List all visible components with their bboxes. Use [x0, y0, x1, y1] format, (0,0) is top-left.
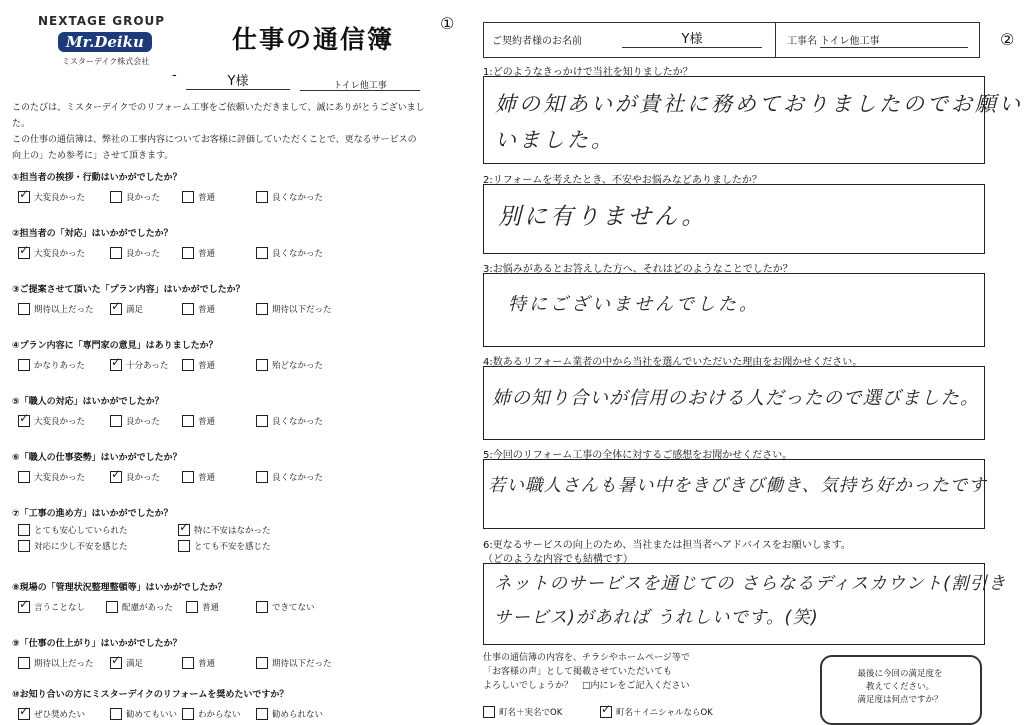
- question-4-option[interactable]: [182, 359, 215, 372]
- consent-line-1: 仕事の通信簿の内容を、チラシやホームページ等で: [483, 653, 690, 663]
- question-2: 2:リフォームを考えたとき、不安やお悩みなどありましたか？: [483, 175, 762, 186]
- option-label: 良くなかった: [272, 473, 324, 483]
- question-2-option[interactable]: [256, 247, 323, 260]
- question-9-option[interactable]: [182, 657, 215, 670]
- intro-text: [12, 100, 442, 164]
- question-4: 4:数あるリフォーム業者の中から当社を選んでいただいた理由をお聞かせください。: [483, 357, 863, 368]
- checkbox[interactable]: [110, 247, 122, 259]
- option-label: 大変良かった: [34, 249, 86, 259]
- checkbox[interactable]: [18, 524, 30, 536]
- checkbox[interactable]: [178, 540, 190, 552]
- option-label: 期待以上だった: [34, 305, 94, 315]
- consent-option-2[interactable]: ✓ 町名＋イニシャルならOK: [600, 706, 713, 719]
- option-label: 良かった: [126, 473, 161, 483]
- option-label: 良くなかった: [272, 417, 324, 427]
- satisfaction-line-1: 最後に今回の満足度を: [857, 669, 943, 679]
- question-6-option[interactable]: [18, 471, 85, 484]
- option-label: 普通: [202, 603, 220, 613]
- checkbox[interactable]: [182, 657, 194, 669]
- question-4: ④プラン内容に「専門家の意見」はありましたか？: [12, 341, 218, 351]
- option-label: 期待以下だった: [272, 305, 332, 315]
- question-5: 5:今回のリフォーム工事の全体に対するご感想をお聞かせください。: [483, 450, 793, 461]
- page-number-1: ①: [440, 14, 455, 33]
- question-7-option[interactable]: [178, 524, 271, 537]
- satisfaction-line-3: 満足度は何点ですか？: [857, 695, 943, 705]
- checkbox[interactable]: [182, 471, 194, 483]
- checkbox-checked[interactable]: [18, 601, 30, 613]
- option-label: 期待以上だった: [34, 659, 94, 669]
- question-7: ⑦「工事の進め方」はいかがでしたか？: [12, 509, 173, 519]
- option-label: とても安心していられた: [34, 526, 128, 536]
- customer-prefix: -: [172, 68, 177, 83]
- checkbox[interactable]: [256, 471, 268, 483]
- page-number-2: ②: [1000, 30, 1015, 49]
- question-9-option[interactable]: [256, 657, 332, 670]
- option-label: 普通: [198, 361, 216, 371]
- intro-line-1: このたびは、ミスターデイクでのリフォーム工事をご依頼いただきまして、誠にありがとうございました。: [12, 103, 425, 129]
- question-9-option[interactable]: [18, 657, 94, 670]
- question-6-option[interactable]: [256, 471, 323, 484]
- checkbox[interactable]: [256, 601, 268, 613]
- checkbox[interactable]: [110, 415, 122, 427]
- question-10-option[interactable]: [18, 708, 85, 721]
- option-label: 普通: [198, 305, 216, 315]
- checkbox[interactable]: [18, 359, 30, 371]
- checkbox[interactable]: [18, 657, 30, 669]
- checkbox[interactable]: [256, 415, 268, 427]
- checkbox[interactable]: [256, 191, 268, 203]
- question-1: ①担当者の挨拶・行動はいかがでしたか？: [12, 173, 182, 183]
- option-label: 配慮があった: [122, 603, 173, 613]
- intro-line-3: 向上の」ため参考に」させて頂きます。: [12, 151, 174, 161]
- question-8-option[interactable]: [186, 601, 219, 614]
- question-5-option[interactable]: [182, 415, 215, 428]
- company-name: ミスターデイク株式会社: [62, 57, 150, 66]
- option-label: 普通: [198, 473, 216, 483]
- question-7-option[interactable]: [178, 540, 271, 553]
- checkbox[interactable]: [110, 708, 122, 720]
- name-label: ご契約者様のお名前: [492, 36, 582, 47]
- option-label: 期待以下だった: [272, 659, 332, 669]
- question-2-option[interactable]: [182, 247, 215, 260]
- checkbox-checked[interactable]: [110, 471, 122, 483]
- satisfaction-text: [838, 668, 962, 707]
- option-label: 良くなかった: [272, 193, 324, 203]
- checkbox-checked[interactable]: [18, 191, 30, 203]
- checkbox-checked[interactable]: [18, 415, 30, 427]
- option-label: できてない: [272, 603, 315, 613]
- answer-1-line-1: 姉の知あいが貴社に務めておりましたのでお願い: [495, 92, 1023, 116]
- question-3: 3:お悩みがあるとお答えした方へ、それはどのようなことでしたか？: [483, 264, 793, 275]
- option-label: 普通: [198, 659, 216, 669]
- question-7-option[interactable]: [18, 540, 128, 553]
- option-label: 言うことなし: [34, 603, 86, 613]
- intro-line-2: この仕事の通信簿は、弊社の工事内容についてお客様に評価していただくことで、更なるサービスの: [12, 135, 417, 145]
- question-6-option[interactable]: [182, 471, 215, 484]
- consent-option-1[interactable]: 町名＋実名でOK: [483, 706, 562, 719]
- question-10-option[interactable]: [182, 708, 241, 721]
- checkbox[interactable]: [256, 708, 268, 720]
- question-6-line-1: 6:更なるサービスの向上のため、当社または担当者へアドバイスをお願いします。: [483, 540, 851, 551]
- checkbox[interactable]: [483, 706, 495, 718]
- consent-text: [483, 651, 690, 693]
- question-1-option[interactable]: [182, 191, 215, 204]
- question-1: 1:どのようなきっかけで当社を知りましたか？: [483, 67, 693, 78]
- document-title: 仕事の通信簿: [232, 25, 395, 54]
- answer-3: 特にございませんでした。: [508, 294, 760, 315]
- checkbox-checked[interactable]: [600, 706, 612, 718]
- question-8: ⑧現場の「管理状況整理整頓等」はいかがでしたか？: [12, 583, 227, 593]
- consent-line-2: 「お客様の声」として掲載させていただいても: [483, 667, 673, 677]
- checkbox[interactable]: [182, 415, 194, 427]
- question-7-option[interactable]: [18, 524, 128, 537]
- question-4-option[interactable]: [18, 359, 85, 372]
- question-6: ⑥「職人の仕事姿勢」はいかがでしたか？: [12, 453, 182, 463]
- nextage-group-logo: NEXTAGE GROUP: [38, 14, 166, 28]
- option-label: かなりあった: [34, 361, 85, 371]
- question-10-option[interactable]: [256, 708, 323, 721]
- option-label: 対応に少し不安を感じた: [34, 542, 128, 552]
- checkbox[interactable]: [182, 359, 194, 371]
- checkbox[interactable]: [18, 303, 30, 315]
- consent-line-3: よろしいでしょうか？ □内にレをご記入ください: [483, 681, 690, 691]
- option-label: 普通: [198, 193, 216, 203]
- checkbox[interactable]: [256, 657, 268, 669]
- question-4-option[interactable]: [110, 359, 168, 372]
- checkbox[interactable]: [256, 247, 268, 259]
- checkbox-checked[interactable]: [110, 359, 122, 371]
- option-label: 良かった: [126, 417, 161, 427]
- question-10: ⑩お知り合いの方にミスターデイクのリフォームを奨めたいですか？: [12, 690, 289, 700]
- question-2-option[interactable]: [110, 247, 160, 260]
- checkbox[interactable]: [110, 191, 122, 203]
- checkbox-checked[interactable]: [18, 247, 30, 259]
- answer-6-line-1: ネットのサービスを通じての さらなるディスカウント(割引き: [494, 574, 1007, 594]
- work-value: トイレ他工事: [820, 32, 968, 48]
- question-6-option[interactable]: [110, 471, 160, 484]
- checkbox[interactable]: [256, 303, 268, 315]
- option-label: 良くなかった: [272, 249, 324, 259]
- answer-6-line-2: サービス)があれば うれしいです。(笑): [494, 608, 819, 628]
- checkbox[interactable]: [182, 303, 194, 315]
- option-label: 大変良かった: [34, 473, 86, 483]
- option-label: 大変良かった: [34, 417, 86, 427]
- checkbox[interactable]: [186, 601, 198, 613]
- question-5-option[interactable]: [256, 415, 323, 428]
- question-8-option[interactable]: [106, 601, 173, 614]
- checkbox-checked[interactable]: [110, 657, 122, 669]
- question-2: ②担当者の「対応」はいかがでしたか？: [12, 229, 173, 239]
- option-label: わからない: [198, 710, 241, 720]
- question-4-option[interactable]: [256, 359, 323, 372]
- answer-5: 若い職人さんも暑い中をきびきび働き、気持ち好かったです: [488, 476, 987, 496]
- question-3-option[interactable]: [182, 303, 215, 316]
- option-label: とても不安を感じた: [194, 542, 271, 552]
- option-label: 満足: [126, 659, 144, 669]
- option-label: 大変良かった: [34, 193, 86, 203]
- checkbox[interactable]: [182, 247, 194, 259]
- question-1-option[interactable]: [18, 191, 85, 204]
- answer-1-line-2: いました。: [495, 128, 615, 152]
- checkbox[interactable]: [256, 359, 268, 371]
- option-label: 勧められない: [272, 710, 324, 720]
- option-label: 勧めてもいい: [126, 710, 178, 720]
- option-label: 普通: [198, 417, 216, 427]
- answer-2: 別に有りません。: [498, 204, 708, 230]
- question-1-option[interactable]: [256, 191, 323, 204]
- checkbox[interactable]: [18, 471, 30, 483]
- option-label: 十分あった: [126, 361, 169, 371]
- checkbox[interactable]: [18, 540, 30, 552]
- question-9: ⑨「仕事の仕上がり」はいかがでしたか？: [12, 639, 182, 649]
- option-label: ぜひ奨めたい: [34, 710, 86, 720]
- customer-name: Y様: [186, 70, 290, 90]
- question-3: ③ご提案させて頂いた「プラン内容」はいかがでしたか？: [12, 285, 245, 295]
- checkbox[interactable]: [182, 708, 194, 720]
- checkbox-checked[interactable]: [18, 708, 30, 720]
- checkbox-checked[interactable]: [178, 524, 190, 536]
- option-label: 普通: [198, 249, 216, 259]
- question-3-option[interactable]: [110, 303, 143, 316]
- question-6-line-2: （どのような内容でも結構です）: [483, 554, 633, 565]
- checkbox[interactable]: [182, 191, 194, 203]
- work-label: 工事名: [787, 36, 817, 47]
- question-8-option[interactable]: [256, 601, 315, 614]
- option-label: 特に不安はなかった: [194, 526, 271, 536]
- name-value: Y様: [622, 28, 762, 48]
- satisfaction-line-2: 教えてください。: [865, 682, 934, 692]
- option-label: 良かった: [126, 193, 161, 203]
- answer-4: 姉の知り合いが信用のおける人だったので選びました。: [492, 388, 980, 409]
- option-label: 満足: [126, 305, 144, 315]
- question-5: ⑤「職人の対応」はいかがでしたか？: [12, 397, 164, 407]
- question-5-option[interactable]: [18, 415, 85, 428]
- checkbox[interactable]: [106, 601, 118, 613]
- checkbox-checked[interactable]: [110, 303, 122, 315]
- option-label: 良かった: [126, 249, 161, 259]
- option-label: 殆どなかった: [272, 361, 324, 371]
- mr-deiku-logo: Mr.Deiku: [58, 32, 152, 52]
- question-3-option[interactable]: [18, 303, 94, 316]
- question-8-option[interactable]: [18, 601, 85, 614]
- header-divider: [775, 22, 776, 58]
- question-5-option[interactable]: [110, 415, 160, 428]
- work-name: トイレ他工事: [300, 78, 420, 91]
- question-2-option[interactable]: [18, 247, 85, 260]
- question-9-option[interactable]: [110, 657, 143, 670]
- question-1-option[interactable]: [110, 191, 160, 204]
- question-3-option[interactable]: [256, 303, 332, 316]
- question-10-option[interactable]: [110, 708, 177, 721]
